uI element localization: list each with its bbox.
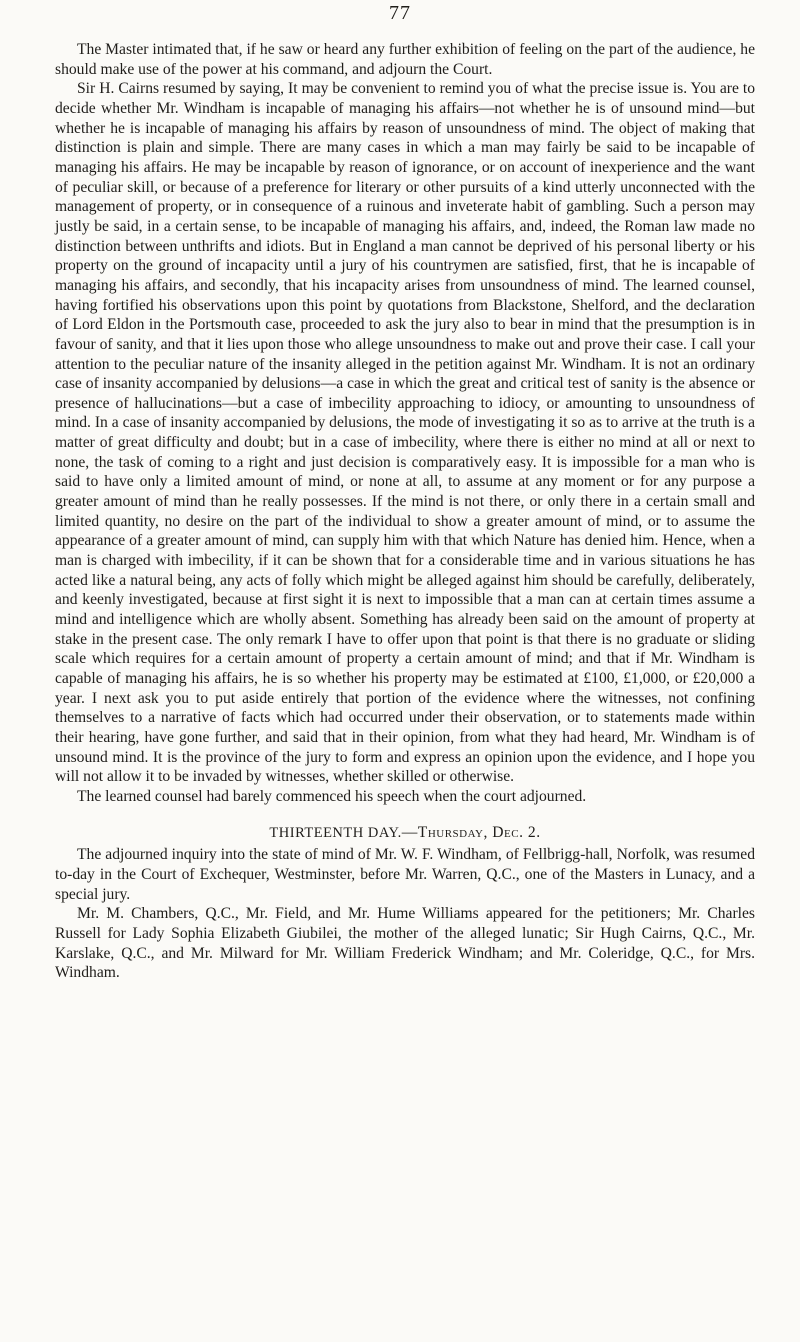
heading-date: —Thursday, Dec. 2. — [401, 823, 541, 841]
heading-day: THIRTEENTH DAY. — [269, 824, 402, 841]
section-heading — [55, 823, 755, 844]
paragraph-cairns-speech: Sir H. Cairns resumed by saying, It may be convenient to remind you of what the precise issue is. You are to decide whether Mr. Windham is incapable of managing his affairs—not whether he is of unsound mind—but whether he is incapable of managing his affairs by reason of unsoundness of mind. The object of making that distinction is plain and simple. There are many cases in which a man may fairly be said to be incapable of managing his affairs. He may be incapable by reason of ignorance, or on account of inexperience and the want of peculiar skill, or because of a preference for literary or other pursuits of a kind utterly unconnected with the management of property, or in consequence of a ruinous and inveterate habit of gambling. Such a person may justly be said, in a certain sense, to be incapable of managing his affairs, and, indeed, the Roman law made no distinction between unthrifts and idiots. But in England a man cannot be deprived of his personal liberty or his property on the ground of incapacity until a jury of his countrymen are satisfied, first, that he is incapable of managing his affairs, and secondly, that his incapacity arises from unsoundness of mind. The learned counsel, having fortified his observations upon this point by quotations from Blackstone, Shelford, and the declaration of Lord Eldon in the Portsmouth case, proceeded to ask the jury also to bear in mind that the presumption is in favour of sanity, and that it lies upon those who allege unsoundness to make out and prove their case. I call your attention to the peculiar nature of the insanity alleged in the petition against Mr. Windham. It is not an ordinary case of insanity accompanied by delusions—a case in which the great and critical test of sanity is the absence or presence of hallucinations—but a case of imbecility approaching to idiocy, or amounting to unsoundness of mind. In a case of insanity accompanied by delusions, the mode of investigating it so as to arrive at the truth is a matter of great difficulty and doubt; but in a case of imbecility, where there is either no mind at all or next to none, the task of coming to a right and just decision is comparatively easy. It is impossible for a man who is said to have only a limited amount of mind, or none at all, to assume at any moment or for any purpose a greater amount of mind than he really possesses. If the mind is not there, or only there in a certain small and limited quantity, no desire on the part of the individual to show a greater amount of mind, or to assume the appearance of a greater amount of mind, can supply him with that which Nature has denied him. Hence, when a man is charged with imbecility, if it can be shown that for a considerable time and in various situations he has acted like a natural being, any acts of folly which might be alleged against him should be carefully, deliberately, and keenly investigated, because at first sight it is next to impossible that a man can at certain times assume a mind and intelligence which are wholly absent. Something has already been said on the amount of property at stake in the present case. The only remark I have to offer upon that point is that there is no graduate or sliding scale which requires for a certain amount of property a certain amount of mind; and that if Mr. Windham is capable of managing his affairs, he is so whether his property may be estimated at £100, £1,000, or £20,000 a year. I next ask you to put aside entirely that portion of the evidence where the witnesses, not confining themselves to a narrative of facts which had occurred under their observation, or to statements made within their hearing, have gone further, and said that in their opinion, from what they had heard, Mr. Windham is of unsound mind. It is the province of the jury to form and express an opinion upon the evidence, and I hope you will not allow it to be invaded by witnesses, whether skilled or otherwise. — [55, 80, 755, 786]
page-number: 77 — [389, 2, 411, 24]
paragraph-master-intimation: The Master intimated that, if he saw or heard any further exhibition of feeling on the part of the audience, he should make use of the power at his command, and adjourn the Court. — [55, 41, 755, 78]
paragraph-court-adjourned: The learned counsel had barely commenced his speech when the court adjourned. — [77, 787, 587, 805]
paragraph-counsel-list: Mr. M. Chambers, Q.C., Mr. Field, and Mr. Hume Williams appeared for the petitioners; Mr. Charles Russell for Lady Sophia Elizabeth Giubilei, the mother of the alleged lunatic; Sir Hugh Cairns, Q.C., Mr. Karslake, Q.C., and Mr. Milward for Mr. William Frederick Windham; and Mr. Coleridge, Q.C., for Mrs. Windham. — [55, 905, 755, 982]
body-text — [55, 40, 755, 983]
paragraph-inquiry-resumed: The adjourned inquiry into the state of mind of Mr. W. F. Windham, of Fellbrigg-hall, Norfolk, was resumed to-day in the Court of Exchequer, Westminster, before Mr. Warren, Q.C., one of the Masters in Lunacy, and a special jury. — [55, 846, 755, 903]
